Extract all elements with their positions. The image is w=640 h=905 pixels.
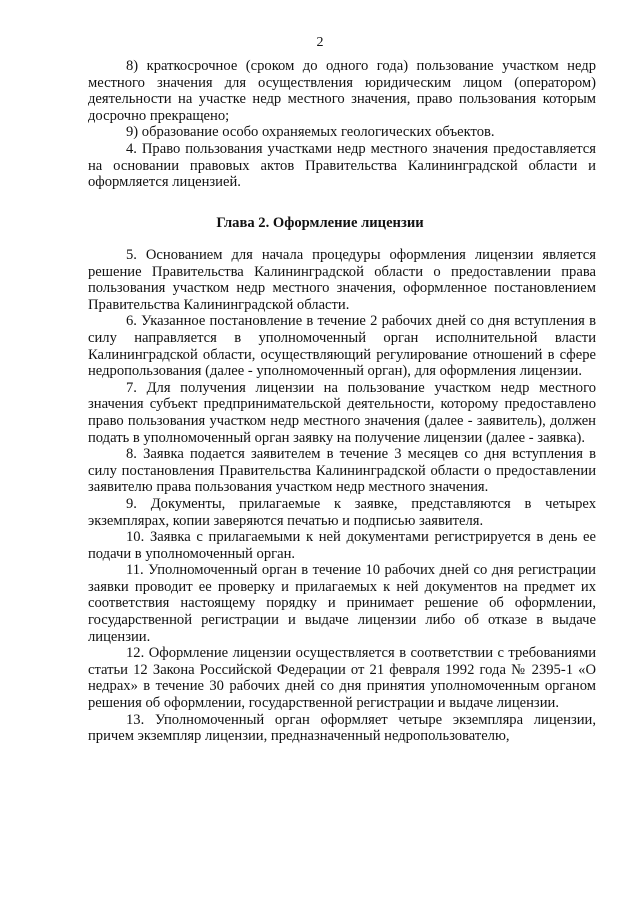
paragraph-10: 10. Заявка с прилагаемыми к ней документами регистрируется в день ее подачи в уполномоченный орган. xyxy=(88,529,596,562)
paragraph-7: 7. Для получения лицензии на пользование участком недр местного значения субъект предпринимательской деятельности, которому предоставлено право пользования участком недр местного значения (далее - заявитель), должен подать в уполномоченный орган заявку на получение лицензии (далее - заявка). xyxy=(88,379,596,446)
page-number: 2 xyxy=(316,35,324,50)
paragraph-11: 11. Уполномоченный орган в течение 10 рабочих дней со дня регистрации заявки проводит ее проверку и прилагаемых к ней документов на предмет их соответствия настоящему порядку и принимает решение об оформлении, государственной регистрации и выдаче лицензии либо об отказе в выдаче лицензии. xyxy=(88,562,596,645)
paragraph-8: 8. Заявка подается заявителем в течение 3 месяцев со дня вступления в силу постановления Правительства Калининградской области о предоставлении заявителю права пользования участком недр местного значения. xyxy=(88,446,596,496)
paragraph-5: 5. Основанием для начала процедуры оформления лицензии является решение Правительства Калининградской области о предоставлении права пользования участком недр местного значения, оформленное постановлением Правительства Калининградской области. xyxy=(88,247,596,313)
chapter-title: Глава 2. Оформление лицензии xyxy=(216,215,424,231)
paragraph-6: 6. Указанное постановление в течение 2 рабочих дней со дня вступления в силу направляется в уполномоченный орган исполнительной власти Калининградской области, осуществляющий регулирование отношений в сфере недропользования (далее - уполномоченный орган), для оформления лицензии. xyxy=(88,313,596,380)
top-paragraphs xyxy=(88,58,596,191)
paragraph-item-9: 9) образование особо охраняемых геологических объектов. xyxy=(126,124,495,141)
paragraph-item-8: 8) краткосрочное (сроком до одного года) пользование участком недр местного значения для осуществления юридическим лицом (оператором) деятельности на участке недр местного значения, право пользования которым досрочно прекращено; xyxy=(88,58,596,124)
chapter-paragraphs xyxy=(88,247,596,745)
paragraph-13: 13. Уполномоченный орган оформляет четыре экземпляра лицензии, причем экземпляр лицензии, предназначенный недропользователю, xyxy=(88,711,596,745)
paragraph-9: 9. Документы, прилагаемые к заявке, представляются в четырех экземплярах, копии заверяются печатью и подписью заявителя. xyxy=(88,495,596,529)
paragraph-4: 4. Право пользования участками недр местного значения предоставляется на основании правовых актов Правительства Калининградской области и оформляется лицензией. xyxy=(88,140,596,191)
paragraph-12: 12. Оформление лицензии осуществляется в соответствии с требованиями статьи 12 Закона Российской Федерации от 21 февраля 1992 года № 2395-1 «О недрах» в течение 30 рабочих дней со дня принятия уполномоченным органом решения об оформлении, государственной регистрации и выдаче лицензии. xyxy=(88,645,596,712)
